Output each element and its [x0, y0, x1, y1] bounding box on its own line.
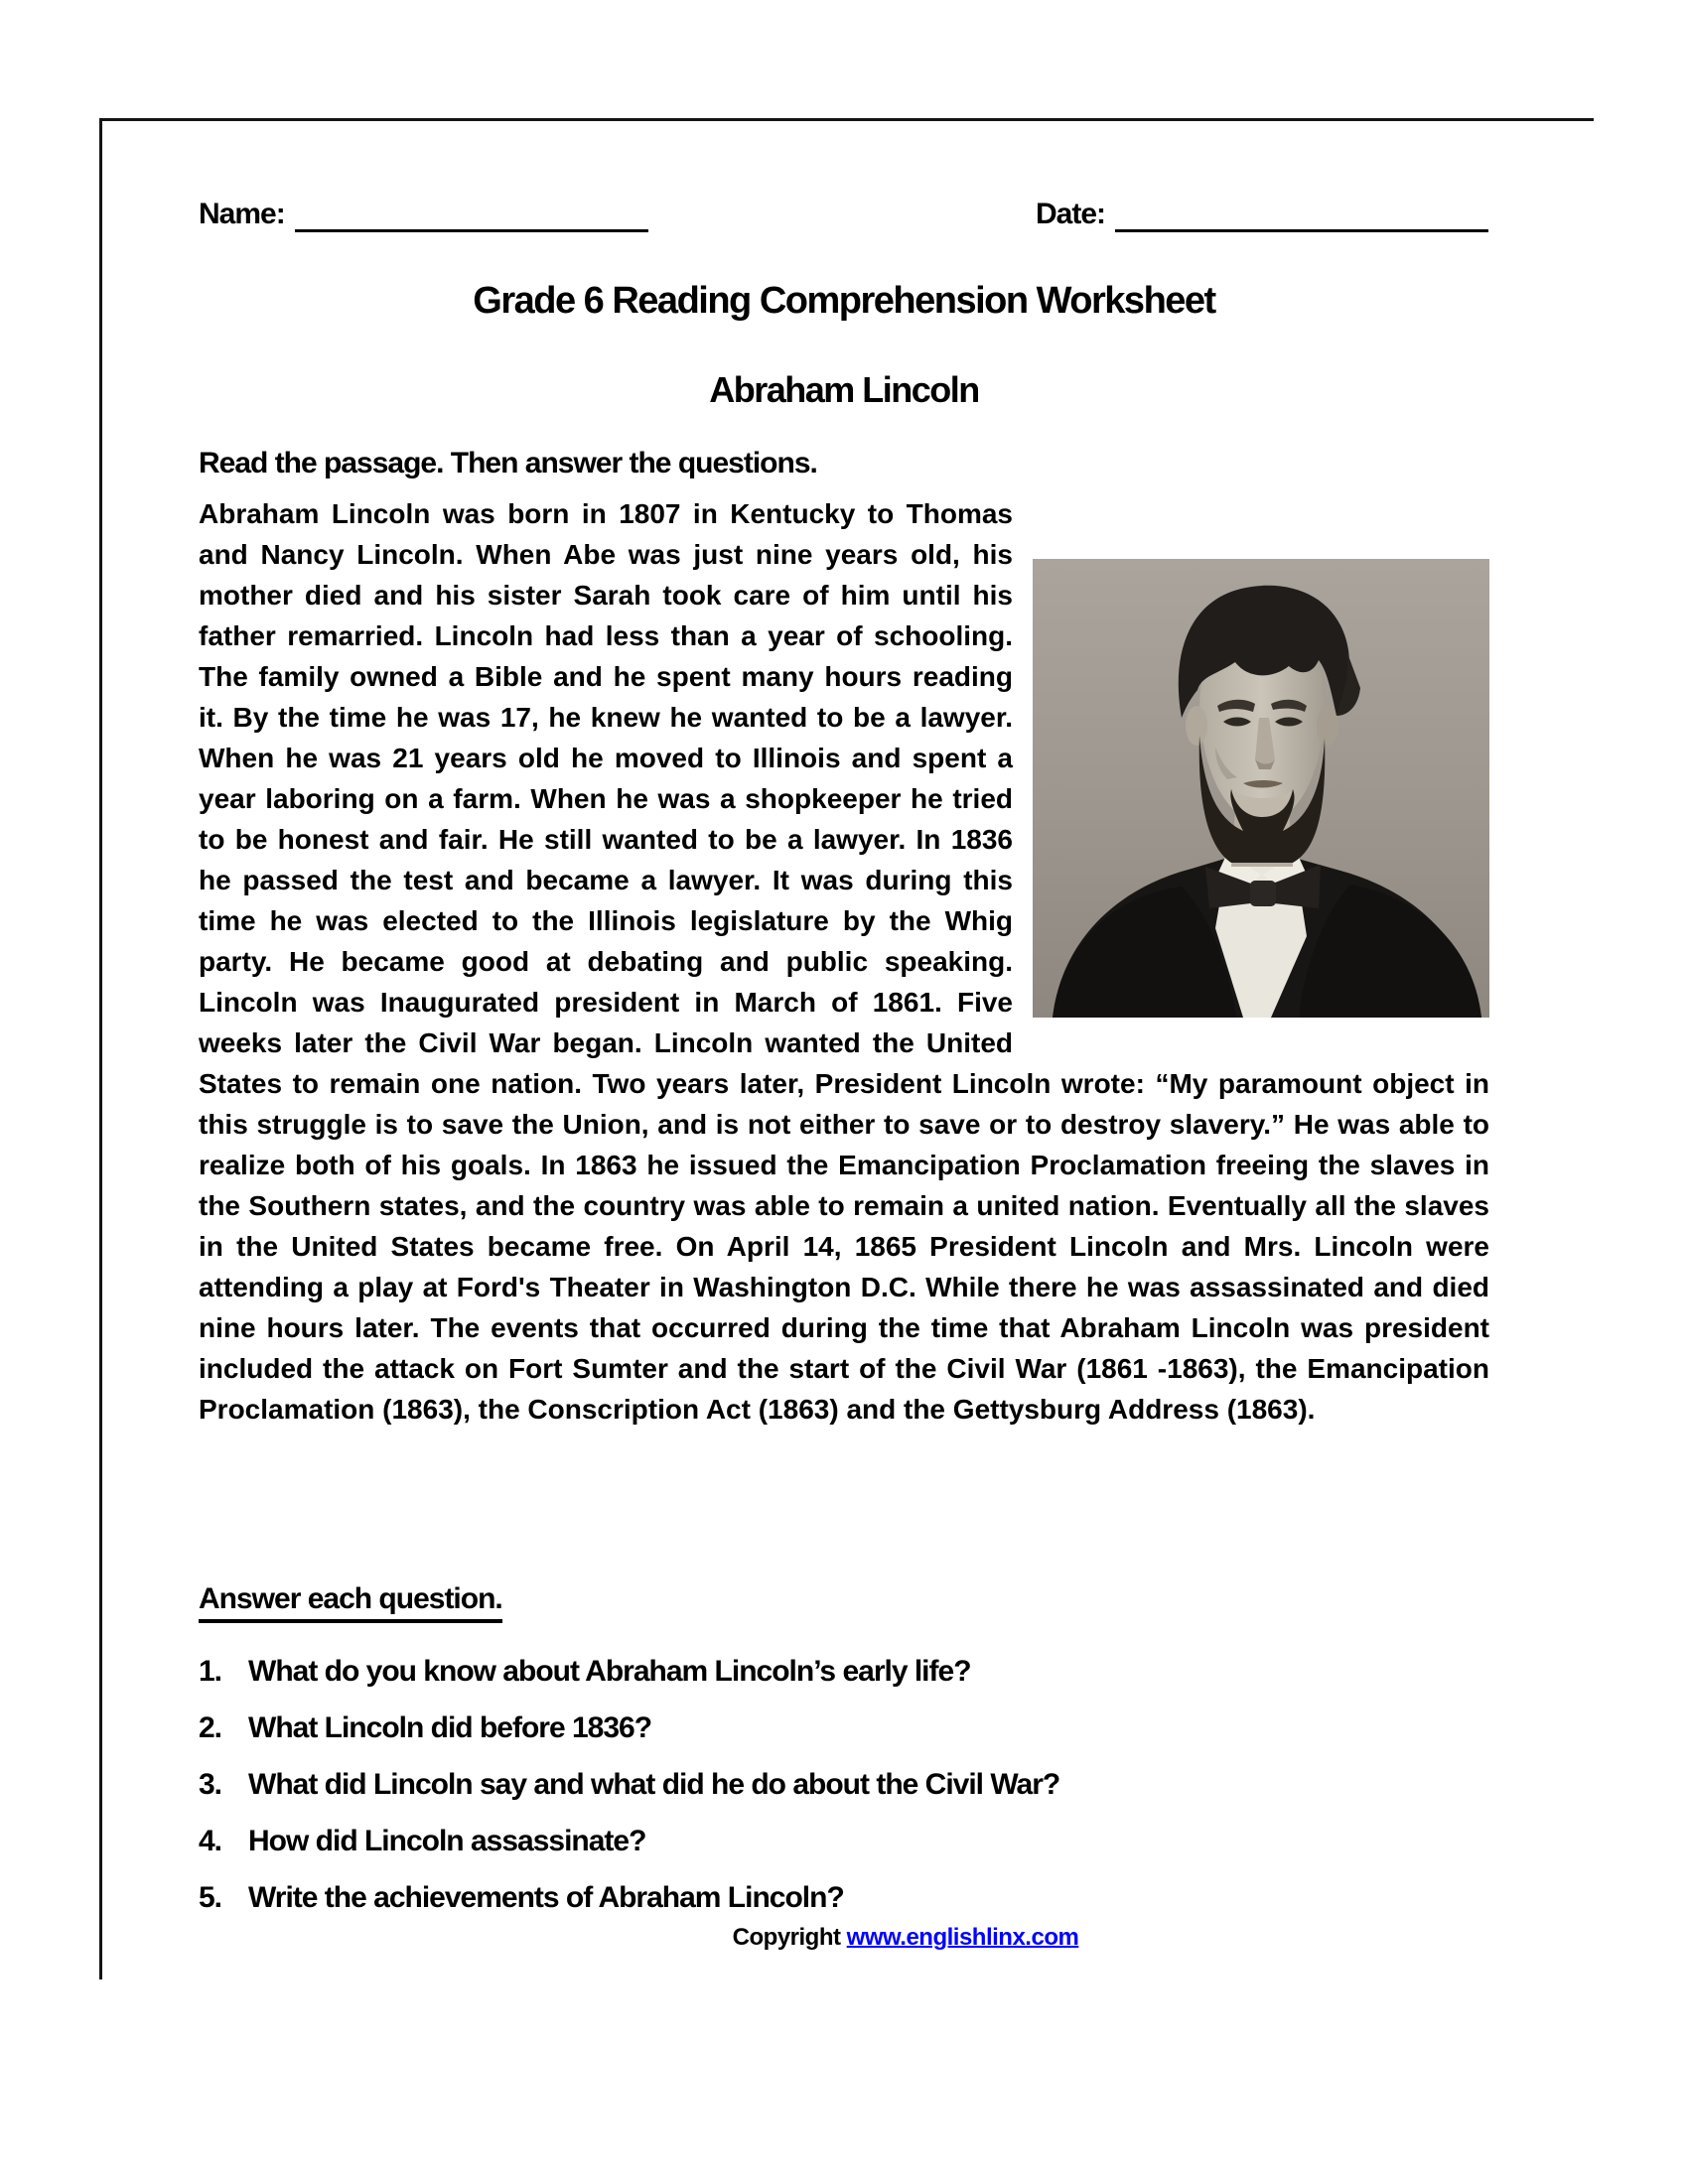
- scan-border-top: [99, 118, 1594, 121]
- question-number: 1.: [199, 1655, 222, 1688]
- question-text: How did Lincoln assassinate?: [248, 1825, 646, 1857]
- question-text: What Lincoln did before 1836?: [248, 1711, 652, 1744]
- date-field: [1036, 197, 1488, 232]
- answer-heading: Answer each question.: [199, 1582, 502, 1623]
- page-title: Grade 6 Reading Comprehension Worksheet: [473, 280, 1215, 322]
- question-row: [199, 1822, 1489, 1861]
- date-blank-line: [1115, 199, 1488, 232]
- passage-instruction: Read the passage. Then answer the questions.: [199, 447, 817, 479]
- question-number: 3.: [199, 1768, 222, 1801]
- question-row: [199, 1652, 1489, 1692]
- question-text: What did Lincoln say and what did he do about the Civil War?: [248, 1768, 1060, 1801]
- passage-text: Abraham Lincoln was born in 1807 in Kentucky to Thomas and Nancy Lincoln. When Abe was just nine years old, his mother died and his sister Sarah took care of him until his father remarried. Lincoln had less than a year of schooling. The family owned a Bible and he spent many hours reading it. By the time he was 17, he knew he wanted to be a lawyer. When he was 21 years old he moved to Illinois and spent a year laboring on a farm. When he was a shopkeeper he tried to be honest and fair. He still wanted to be a lawyer. In 1836 he passed the test and became a lawyer. It was during this time he was elected to the Illinois legislature by the Whig party. He became good at debating and public speaking. Lincoln was Inaugurated president in March of 1861. Five weeks later the Civil War began. Lincoln wanted the United States to remain one nation. Two years later, President Lincoln wrote: “My paramount object in this struggle is to save the Union, and is not either to save or to destroy slavery.” He was able to realize both of his goals. In 1863 he issued the Emancipation Proclamation freeing the slaves in the Southern states, and the country was able to remain a united nation. Eventually all the slaves in the United States became free. On April 14, 1865 President Lincoln and Mrs. Lincoln were attending a play at Ford's Theater in Washington D.C. While there he was assassinated and died nine hours later. The events that occurred during the time that Abraham Lincoln was president included the attack on Fort Sumter and the start of the Civil War (1861 -1863), the Emancipation Proclamation (1863), the Conscription Act (1863) and the Gettysburg Address (1863).: [199, 498, 1489, 1425]
- question-text: Write the achievements of Abraham Lincoln?: [248, 1881, 844, 1914]
- lincoln-portrait: [1033, 559, 1489, 1018]
- name-blank-line: [295, 199, 648, 232]
- name-label: Name:: [199, 198, 285, 230]
- question-text: What do you know about Abraham Lincoln’s early life?: [248, 1655, 971, 1688]
- copyright-label: Copyright: [732, 1924, 841, 1951]
- copyright-link[interactable]: www.englishlinx.com: [846, 1924, 1079, 1951]
- question-number: 2.: [199, 1711, 222, 1744]
- question-row: [199, 1765, 1489, 1805]
- date-label: Date:: [1036, 198, 1106, 230]
- name-field: [199, 197, 648, 232]
- questions-section: [199, 1582, 1489, 1918]
- passage: [199, 493, 1489, 1430]
- question-row: [199, 1878, 1489, 1918]
- copyright-footer: [62, 1924, 1688, 1952]
- question-number: 5.: [199, 1881, 222, 1914]
- question-row: [199, 1708, 1489, 1748]
- question-number: 4.: [199, 1825, 222, 1857]
- page-subtitle: Abraham Lincoln: [709, 369, 979, 410]
